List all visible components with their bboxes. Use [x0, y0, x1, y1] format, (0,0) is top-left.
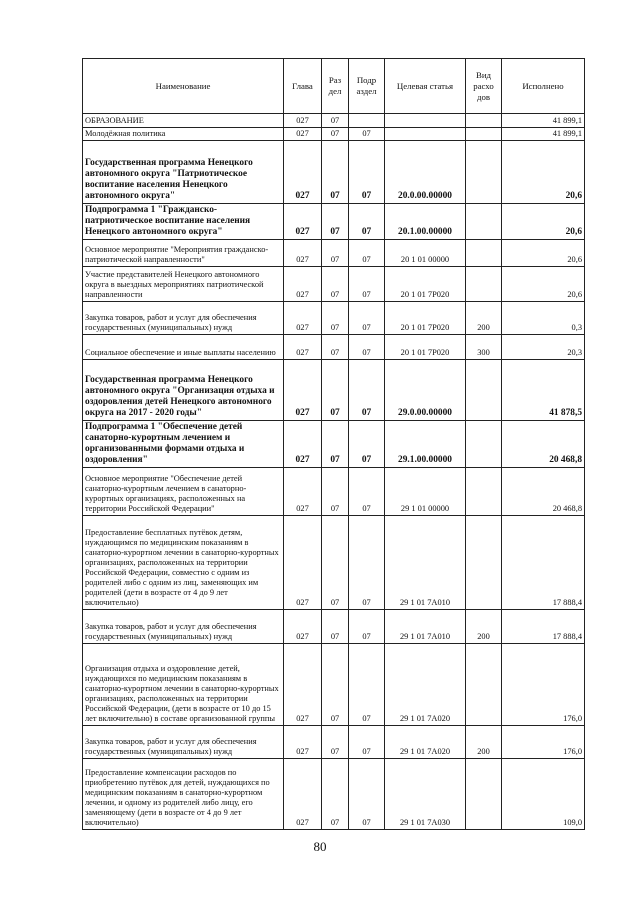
cell-celevaya: 29 1 01 7A020: [385, 726, 466, 759]
header-vid: Вид расхо дов: [466, 59, 502, 114]
cell-vid: [466, 141, 502, 204]
cell-glava: 027: [284, 360, 322, 421]
cell-vid: [466, 240, 502, 267]
table-row: [83, 141, 585, 204]
cell-ispolneno: 109,0: [502, 759, 585, 830]
cell-ispolneno: 20,6: [502, 204, 585, 240]
cell-vid: [466, 516, 502, 610]
cell-name: Предоставление бесплатных путёвок детям, нуждающимся по медицинским показаниям в санаторно-курортном лечении в санаторно-курортных организациях, расположенных на территории Российской Федерации, совместно с одним из родителей либо с одним из лиц, заменяющих им родителей (дети в возрасте от 4 до 9 лет включительно): [83, 516, 284, 610]
cell-vid: 200: [466, 726, 502, 759]
cell-vid: 200: [466, 302, 502, 335]
cell-podrazdel: 07: [349, 267, 385, 302]
cell-razdel: 07: [322, 421, 349, 468]
table-body: [83, 114, 585, 830]
cell-podrazdel: 07: [349, 302, 385, 335]
cell-vid: [466, 421, 502, 468]
header-glava: Глава: [284, 59, 322, 114]
cell-ispolneno: 20 468,8: [502, 421, 585, 468]
cell-ispolneno: 41 899,1: [502, 128, 585, 141]
cell-razdel: 07: [322, 726, 349, 759]
cell-razdel: 07: [322, 759, 349, 830]
cell-ispolneno: 20,6: [502, 240, 585, 267]
table-row: [83, 302, 585, 335]
table-row: [83, 421, 585, 468]
cell-glava: 027: [284, 516, 322, 610]
table-header-row: [83, 59, 585, 114]
cell-glava: 027: [284, 468, 322, 516]
cell-ispolneno: 41 899,1: [502, 114, 585, 128]
table-row: [83, 128, 585, 141]
cell-podrazdel: 07: [349, 335, 385, 360]
cell-celevaya: 20.1.00.00000: [385, 204, 466, 240]
cell-celevaya: 20 1 01 7P020: [385, 335, 466, 360]
cell-glava: 027: [284, 302, 322, 335]
cell-glava: 027: [284, 267, 322, 302]
cell-name: Государственная программа Ненецкого автономного округа "Патриотическое воспитание населения Ненецкого автономного округа": [83, 141, 284, 204]
cell-glava: 027: [284, 335, 322, 360]
cell-podrazdel: 07: [349, 759, 385, 830]
cell-ispolneno: 41 878,5: [502, 360, 585, 421]
cell-ispolneno: 20 468,8: [502, 468, 585, 516]
cell-vid: [466, 128, 502, 141]
cell-razdel: 07: [322, 204, 349, 240]
cell-razdel: 07: [322, 644, 349, 726]
cell-vid: [466, 360, 502, 421]
cell-celevaya: 29 1 01 7A010: [385, 610, 466, 644]
cell-celevaya: 29 1 01 7A030: [385, 759, 466, 830]
cell-name: Подпрограмма 1 "Обеспечение детей санаторно-курортным лечением и организованными формами отдыха и оздоровления": [83, 421, 284, 468]
cell-glava: 027: [284, 204, 322, 240]
cell-ispolneno: 176,0: [502, 726, 585, 759]
cell-celevaya: 29 1 01 7A010: [385, 516, 466, 610]
cell-celevaya: [385, 114, 466, 128]
cell-name: ОБРАЗОВАНИЕ: [83, 114, 284, 128]
cell-celevaya: [385, 128, 466, 141]
cell-glava: 027: [284, 644, 322, 726]
cell-glava: 027: [284, 141, 322, 204]
cell-celevaya: 29.0.00.00000: [385, 360, 466, 421]
page-number: 80: [313, 839, 327, 854]
table-row: [83, 114, 585, 128]
cell-podrazdel: 07: [349, 141, 385, 204]
cell-name: Государственная программа Ненецкого автономного округа "Организация отдыха и оздоровления детей Ненецкого автономного округа на 2017 - 2020 годы": [83, 360, 284, 421]
cell-name: Социальное обеспечение и иные выплаты населению: [83, 335, 284, 360]
cell-vid: 300: [466, 335, 502, 360]
cell-name: Закупка товаров, работ и услуг для обеспечения государственных (муниципальных) нужд: [83, 726, 284, 759]
header-razdel: Раз дел: [322, 59, 349, 114]
cell-glava: 027: [284, 128, 322, 141]
cell-podrazdel: 07: [349, 516, 385, 610]
cell-name: Предоставление компенсации расходов по приобретению путёвок для детей, нуждающихся по медицинским показаниям в санаторно-курортном лечении, и одному из родителей либо лицу, его заменяющему (дети в возрасте от 4 до 9 лет включительно): [83, 759, 284, 830]
cell-razdel: 07: [322, 114, 349, 128]
cell-razdel: 07: [322, 360, 349, 421]
cell-celevaya: 20 1 01 7P020: [385, 302, 466, 335]
cell-vid: [466, 204, 502, 240]
cell-name: Основное мероприятие "Обеспечение детей санаторно-курортным лечением в санаторно-курортных организациях, расположенных на территории Российской Федерации": [83, 468, 284, 516]
cell-razdel: 07: [322, 468, 349, 516]
cell-name: Участие представителей Ненецкого автономного округа в выездных мероприятиях патриотической направленности: [83, 267, 284, 302]
table-row: [83, 204, 585, 240]
table-row: [83, 360, 585, 421]
cell-podrazdel: 07: [349, 128, 385, 141]
cell-celevaya: 29.1.00.00000: [385, 421, 466, 468]
table-row: [83, 468, 585, 516]
cell-razdel: 07: [322, 141, 349, 204]
header-podrazdel: Подр аздел: [349, 59, 385, 114]
cell-ispolneno: 176,0: [502, 644, 585, 726]
table-row: [83, 726, 585, 759]
cell-ispolneno: 20,6: [502, 267, 585, 302]
cell-podrazdel: 07: [349, 468, 385, 516]
cell-name: Закупка товаров, работ и услуг для обеспечения государственных (муниципальных) нужд: [83, 610, 284, 644]
cell-celevaya: 29 1 01 7A020: [385, 644, 466, 726]
cell-glava: 027: [284, 610, 322, 644]
header-name: Наименование: [83, 59, 284, 114]
table-row: [83, 610, 585, 644]
cell-razdel: 07: [322, 267, 349, 302]
table-row: [83, 759, 585, 830]
cell-razdel: 07: [322, 335, 349, 360]
cell-ispolneno: 20,3: [502, 335, 585, 360]
cell-name: Организация отдыха и оздоровление детей, нуждающихся по медицинским показаниям в санаторно-курортном лечении в санаторно-курортных организациях, расположенных на территории Российской Федерации, (дети в возрасте от 10 до 15 лет включительно) в составе организованной группы: [83, 644, 284, 726]
cell-glava: 027: [284, 240, 322, 267]
cell-podrazdel: 07: [349, 360, 385, 421]
cell-razdel: 07: [322, 610, 349, 644]
table-row: [83, 516, 585, 610]
cell-podrazdel: 07: [349, 610, 385, 644]
cell-razdel: 07: [322, 516, 349, 610]
budget-table: [82, 58, 585, 830]
table-row: [83, 335, 585, 360]
cell-razdel: 07: [322, 302, 349, 335]
cell-glava: 027: [284, 726, 322, 759]
cell-celevaya: 20.0.00.00000: [385, 141, 466, 204]
cell-glava: 027: [284, 759, 322, 830]
cell-name: Основное мероприятие "Мероприятия гражданско-патриотической направленности": [83, 240, 284, 267]
cell-ispolneno: 20,6: [502, 141, 585, 204]
cell-vid: [466, 759, 502, 830]
table-row: [83, 240, 585, 267]
table-row: [83, 267, 585, 302]
cell-podrazdel: 07: [349, 644, 385, 726]
cell-razdel: 07: [322, 240, 349, 267]
cell-name: Молодёжная политика: [83, 128, 284, 141]
header-celevaya: Целевая статья: [385, 59, 466, 114]
cell-razdel: 07: [322, 128, 349, 141]
cell-celevaya: 20 1 01 7P020: [385, 267, 466, 302]
cell-podrazdel: 07: [349, 204, 385, 240]
cell-celevaya: 29 1 01 00000: [385, 468, 466, 516]
cell-podrazdel: [349, 114, 385, 128]
cell-podrazdel: 07: [349, 240, 385, 267]
cell-name: Подпрограмма 1 "Гражданско-патриотическое воспитание населения Ненецкого автономного округа": [83, 204, 284, 240]
cell-podrazdel: 07: [349, 726, 385, 759]
cell-ispolneno: 0,3: [502, 302, 585, 335]
table-row: [83, 644, 585, 726]
cell-ispolneno: 17 888,4: [502, 610, 585, 644]
cell-vid: [466, 114, 502, 128]
cell-glava: 027: [284, 114, 322, 128]
cell-vid: [466, 267, 502, 302]
cell-glava: 027: [284, 421, 322, 468]
cell-celevaya: 20 1 01 00000: [385, 240, 466, 267]
header-ispolneno: Исполнено: [502, 59, 585, 114]
cell-vid: 200: [466, 610, 502, 644]
cell-vid: [466, 468, 502, 516]
cell-podrazdel: 07: [349, 421, 385, 468]
cell-name: Закупка товаров, работ и услуг для обеспечения государственных (муниципальных) нужд: [83, 302, 284, 335]
cell-ispolneno: 17 888,4: [502, 516, 585, 610]
cell-vid: [466, 644, 502, 726]
